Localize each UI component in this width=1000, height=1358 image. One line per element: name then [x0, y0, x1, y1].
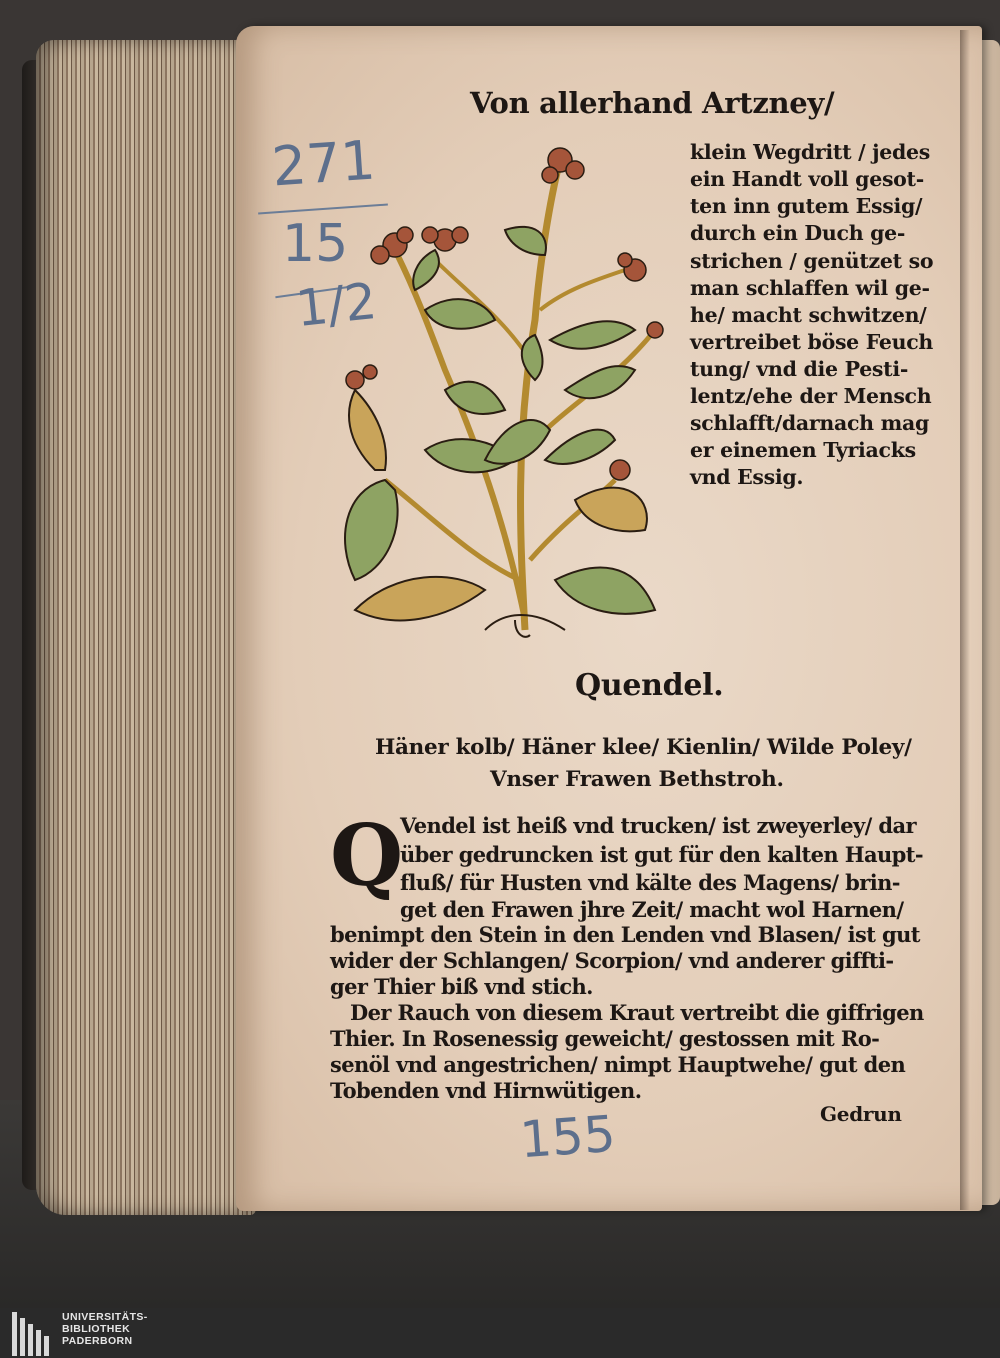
body-line-3: fluß/ für Husten vnd kälte des Magens/ brin-	[400, 870, 900, 895]
body-line-10: senöl vnd angestrichen/ nimpt Hauptwehe/ gut den	[330, 1052, 906, 1077]
library-logo-icon	[10, 1312, 52, 1356]
side-text-line-12: er einemen Tyriacks	[690, 438, 916, 462]
drop-cap: Q	[330, 806, 404, 905]
body-line-1: Vendel ist heiß vnd trucken/ ist zweyerley/ dar	[400, 813, 916, 838]
synonyms-line-1: Häner kolb/ Häner klee/ Kienlin/ Wilde Poley/	[375, 735, 912, 760]
side-text-line-7: he/ macht schwitzen/	[690, 303, 927, 327]
pencil-shelfmark-3: 1/2	[293, 271, 380, 339]
side-text-line-11: schlafft/darnach mag	[690, 411, 930, 435]
body-line-7: ger Thier biß vnd stich.	[330, 974, 593, 999]
side-text-line-2: ein Handt voll gesot-	[690, 167, 924, 191]
side-text-line-3: ten inn gutem Essig/	[690, 194, 923, 218]
library-footer	[0, 1308, 1000, 1358]
body-line-4: get den Frawen jhre Zeit/ macht wol Harnen/	[400, 897, 904, 922]
side-text-line-1: klein Wegdritt / jedes	[690, 140, 930, 164]
section-title: Quendel.	[575, 668, 724, 703]
pencil-shelfmark-2: 15	[282, 214, 349, 274]
side-text-line-10: lentz/ehe der Mensch	[690, 384, 932, 408]
library-name-line-1: UNIVERSITÄTS-	[62, 1311, 148, 1323]
side-text-line-6: man schlaffen wil ge-	[690, 276, 930, 300]
library-name-line-2: BIBLIOTHEK	[62, 1323, 131, 1335]
body-line-6: wider der Schlangen/ Scorpion/ vnd anderer giffti-	[330, 948, 894, 973]
side-text-line-5: strichen / genützet so	[690, 249, 934, 273]
body-line-11: Tobenden vnd Hirnwütigen.	[330, 1078, 642, 1103]
side-text-line-13: vnd Essig.	[690, 465, 804, 489]
plant-woodcut-illustration	[335, 140, 675, 640]
synonyms-line-2: Vnser Frawen Bethstroh.	[490, 767, 784, 792]
body-line-2: über gedruncken ist gut für den kalten Haupt-	[400, 842, 923, 867]
side-text-line-8: vertreibet böse Feuch	[690, 330, 934, 354]
body-line-5: benimpt den Stein in den Lenden vnd Blasen/ ist gut	[330, 922, 920, 947]
side-text-line-4: durch ein Duch ge-	[690, 221, 906, 245]
body-line-9: Thier. In Rosenessig geweicht/ gestossen mit Ro-	[330, 1026, 880, 1051]
page-gutter	[960, 30, 970, 1210]
catchword: Gedrun	[820, 1102, 902, 1126]
side-text-line-9: tung/ vnd die Pesti-	[690, 357, 909, 381]
library-name-line-3: PADERBORN	[62, 1335, 133, 1347]
pencil-shelfmark-1: 271	[269, 128, 378, 199]
running-title: Von allerhand Artzney/	[470, 86, 835, 120]
body-line-8: Der Rauch von diesem Kraut vertreibt die giffrigen	[350, 1000, 924, 1025]
page-block-edge	[36, 40, 256, 1215]
pencil-page-number: 155	[518, 1104, 618, 1170]
